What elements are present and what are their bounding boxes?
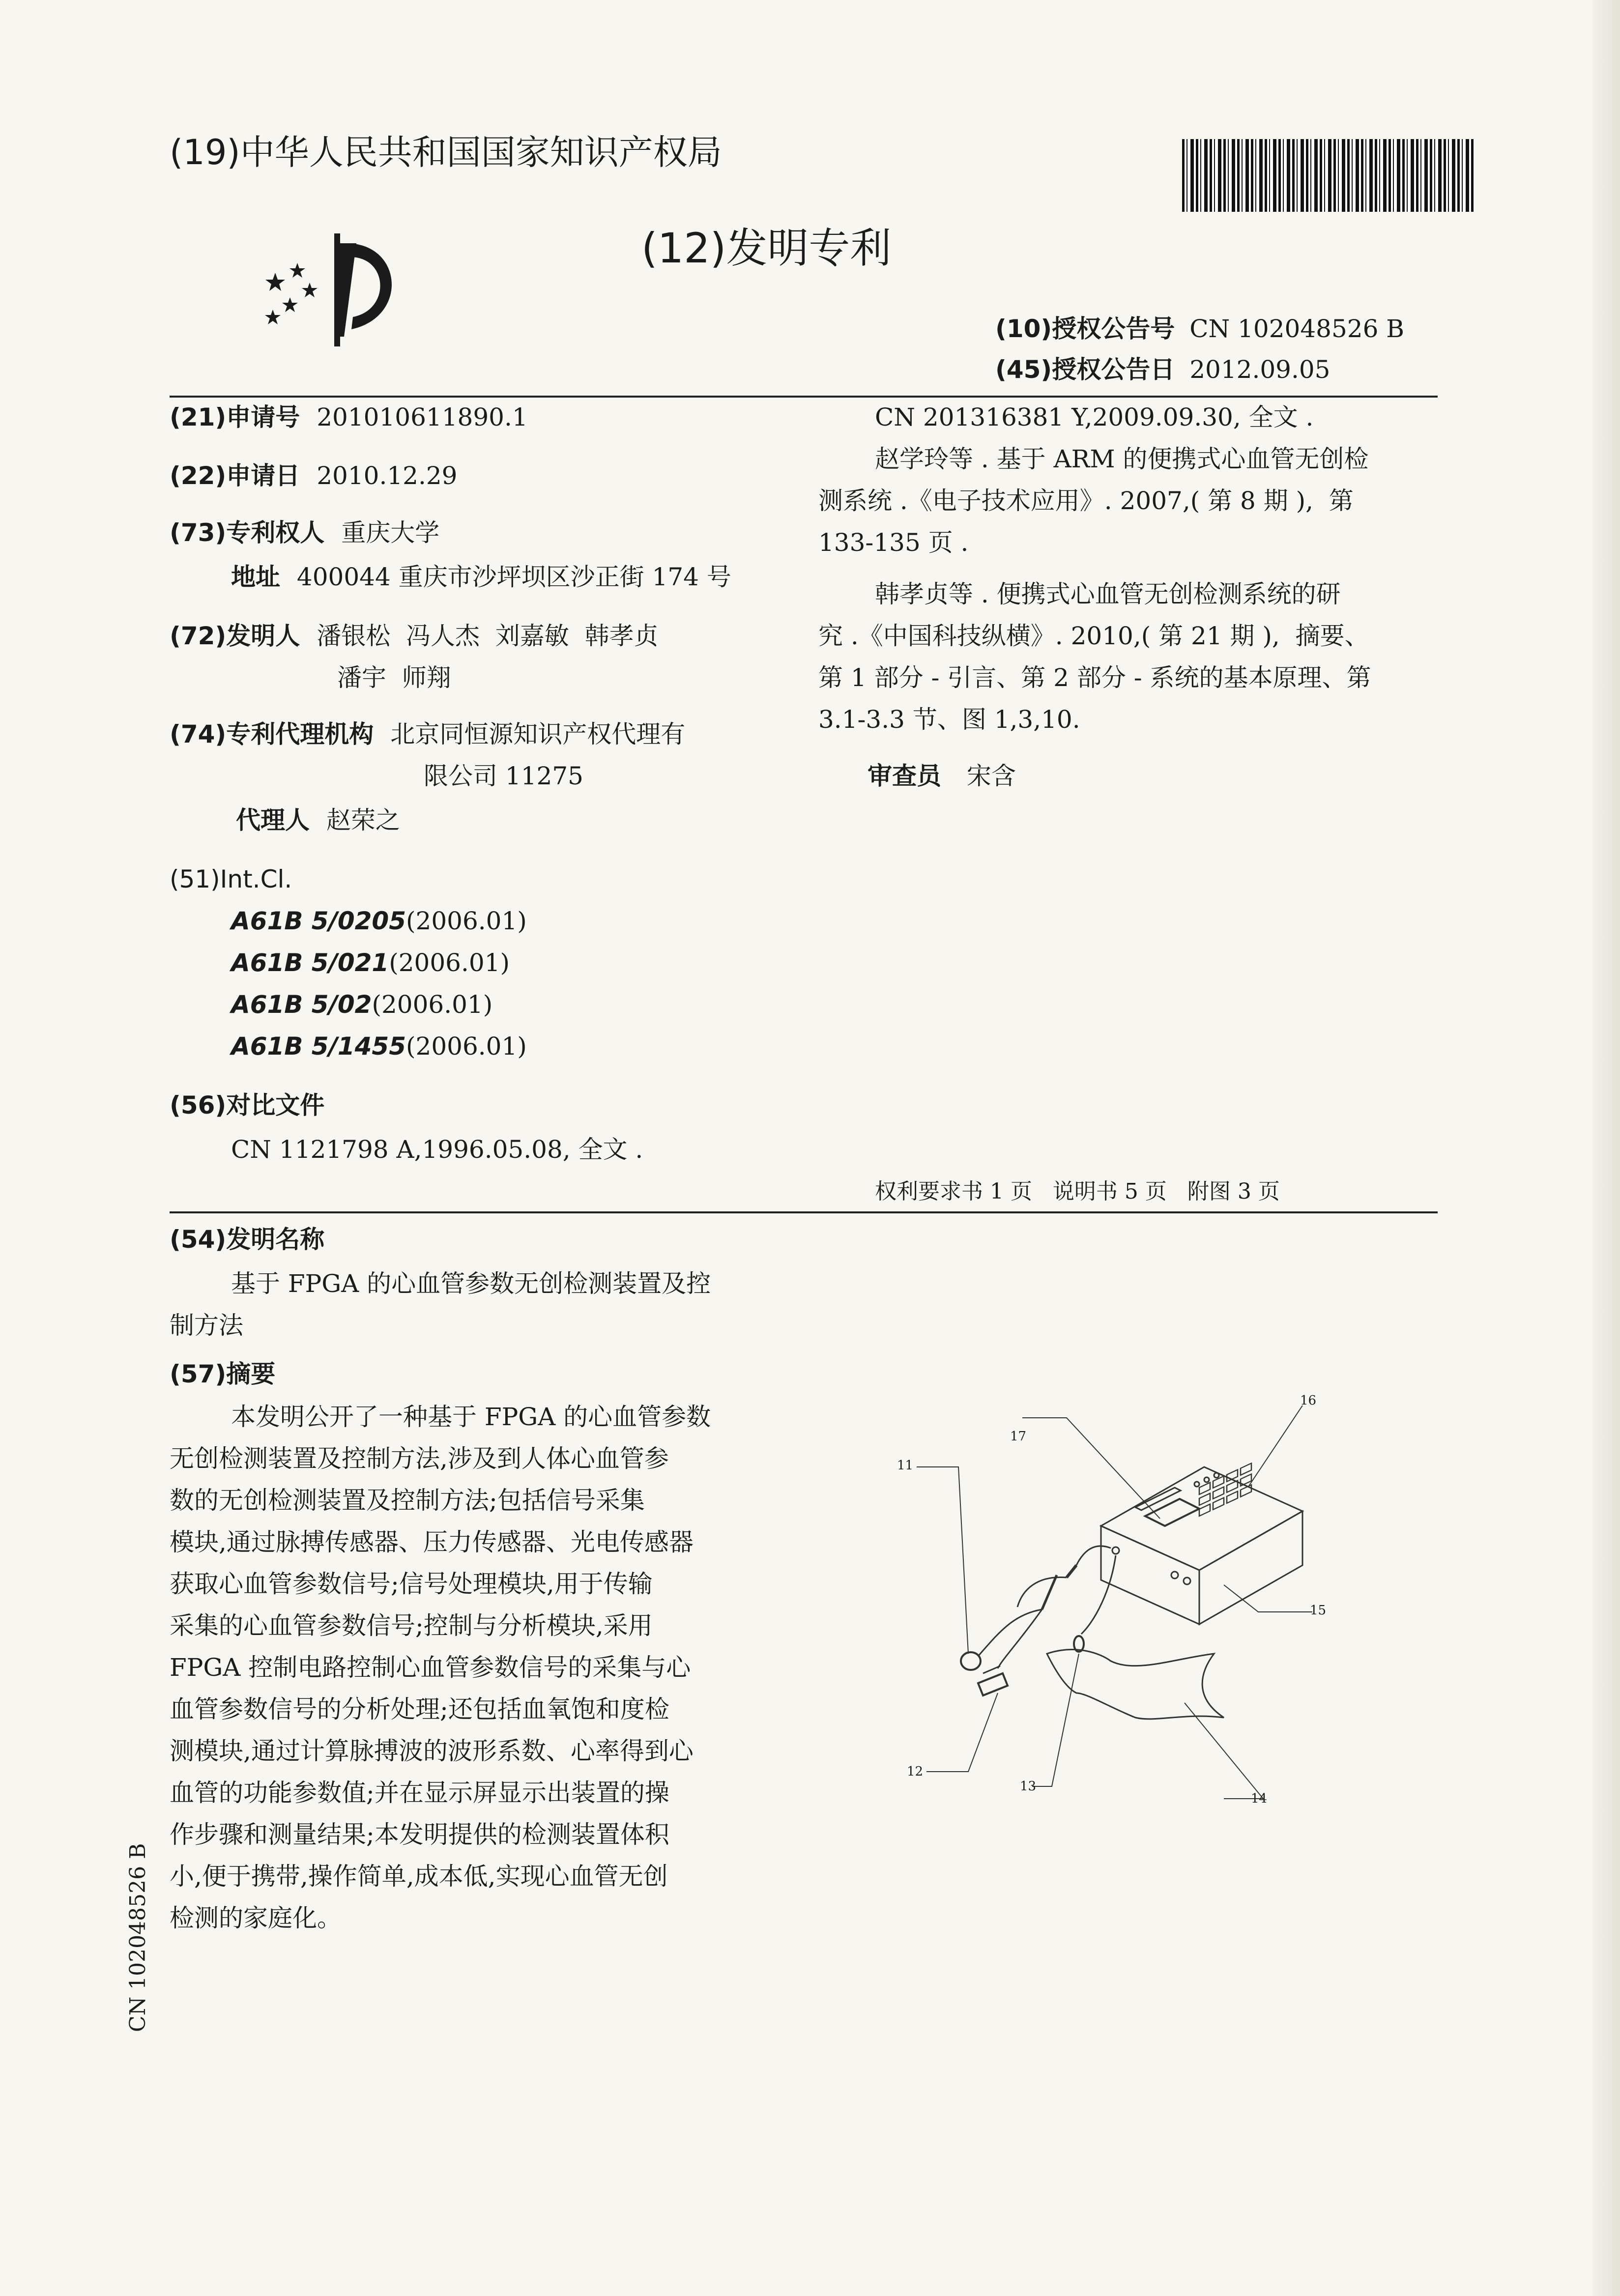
section-rule — [170, 1211, 1438, 1213]
intcl-code: A61B 5/021 — [231, 948, 389, 977]
reference-4-line: 韩孝贞等 . 便携式心血管无创检测系统的研 — [875, 580, 1341, 608]
publication-number-label: (10)授权公告号 — [995, 315, 1175, 343]
intcl-version: (2006.01) — [406, 1032, 527, 1061]
publication-date-row — [995, 348, 1330, 392]
intcl-code: A61B 5/1455 — [231, 1032, 406, 1061]
intcl-code: A61B 5/0205 — [231, 907, 406, 935]
agency-row — [170, 713, 685, 756]
publication-date: 2012.09.05 — [1189, 355, 1331, 384]
inventors-label: (72)发明人 — [170, 622, 300, 650]
office-name: (19)中华人民共和国国家知识产权局 — [170, 132, 722, 172]
document-type: (12)发明专利 — [641, 224, 892, 272]
abstract-figure — [880, 1378, 1371, 1821]
reference-3-line: 赵学玲等 . 基于 ARM 的便携式心血管无创检 — [875, 445, 1369, 473]
examiner-label: 审查员 — [868, 762, 941, 790]
inventors-line-1: 潘银松 冯人杰 刘嘉敏 韩孝贞 — [317, 622, 659, 650]
application-number: 201010611890.1 — [317, 403, 528, 431]
reference-4-line: 究 .《中国科技纵横》. 2010,( 第 21 期 ), 摘要、 — [818, 622, 1369, 650]
abstract-line: 本发明公开了一种基于 FPGA 的心血管参数 — [231, 1403, 711, 1431]
address-label: 地址 — [231, 563, 280, 591]
filing-date: 2010.12.29 — [317, 461, 458, 490]
invention-title-line: 制方法 — [170, 1311, 243, 1340]
invention-title-label: (54)发明名称 — [170, 1225, 325, 1254]
abstract-line: 数的无创检测装置及控制方法;包括信号采集 — [170, 1486, 645, 1515]
reference-3-line: 133-135 页 . — [818, 528, 969, 557]
figure-label-16: 16 — [1300, 1393, 1317, 1408]
intcl-version: (2006.01) — [372, 990, 493, 1019]
abstract-line: 作步骤和测量结果;本发明提供的检测装置体积 — [170, 1820, 669, 1849]
abstract-line: 血管的功能参数值;并在显示屏显示出装置的操 — [170, 1779, 669, 1807]
side-publication-number: CN 102048526 B — [125, 1843, 150, 2032]
barcode — [1182, 139, 1475, 212]
intcl-version: (2006.01) — [389, 948, 510, 977]
reference-4-line: 3.1-3.3 节、图 1,3,10. — [818, 705, 1080, 734]
abstract-line: 模块,通过脉搏传感器、压力传感器、光电传感器 — [170, 1528, 694, 1556]
inventors-line-2: 潘宇 师翔 — [337, 663, 451, 692]
agency-line-2: 限公司 11275 — [424, 762, 583, 790]
abstract-line: 无创检测装置及控制方法,涉及到人体心血管参 — [170, 1444, 669, 1473]
figure-label-14: 14 — [1251, 1791, 1268, 1806]
inventors-row — [170, 614, 659, 658]
invention-title-line: 基于 FPGA 的心血管参数无创检测装置及控 — [231, 1269, 711, 1298]
abstract-line: 检测的家庭化。 — [170, 1904, 342, 1932]
filing-date-label: (22)申请日 — [170, 461, 300, 490]
abstract-line: 采集的心血管参数信号;控制与分析模块,采用 — [170, 1611, 653, 1640]
abstract-line: 血管参数信号的分析处理;还包括血氧饱和度检 — [170, 1695, 669, 1723]
figure-label-12: 12 — [907, 1764, 924, 1779]
examiner-row — [868, 754, 1016, 798]
intcl-code: A61B 5/02 — [231, 990, 372, 1019]
address: 400044 重庆市沙坪坝区沙正街 174 号 — [296, 563, 731, 591]
reference-3-line: 测系统 .《电子技术应用》. 2007,( 第 8 期 ), 第 — [818, 487, 1354, 515]
publication-date-label: (45)授权公告日 — [995, 355, 1175, 384]
examiner: 宋含 — [966, 762, 1016, 790]
application-number-label: (21)申请号 — [170, 403, 300, 431]
patentee-row — [170, 511, 439, 555]
abstract-line: 小,便于携带,操作简单,成本低,实现心血管无创 — [170, 1862, 668, 1891]
application-number-row — [170, 396, 528, 439]
page-edge-right — [1592, 0, 1620, 2296]
intcl-item — [231, 899, 527, 943]
reference-4-line: 第 1 部分 - 引言、第 2 部分 - 系统的基本原理、第 — [818, 663, 1371, 692]
abstract-body — [170, 1396, 799, 1939]
reference-2: CN 201316381 Y,2009.09.30, 全文 . — [875, 403, 1314, 431]
intcl-item — [231, 983, 492, 1027]
address-row — [231, 555, 731, 599]
publication-number: CN 102048526 B — [1189, 315, 1405, 343]
figure-label-15: 15 — [1310, 1603, 1327, 1618]
intcl-label: (51)Int.Cl. — [170, 865, 292, 893]
figure-label-11: 11 — [897, 1458, 914, 1473]
agent-label: 代理人 — [236, 806, 310, 834]
agency-label: (74)专利代理机构 — [170, 720, 374, 748]
abstract-line: 获取心血管参数信号;信号处理模块,用于传输 — [170, 1570, 653, 1598]
references-label: (56)对比文件 — [170, 1091, 325, 1119]
intcl-version: (2006.01) — [406, 907, 527, 935]
patentee: 重庆大学 — [341, 518, 440, 547]
agent-row — [236, 799, 400, 842]
publication-number-row — [995, 307, 1404, 351]
abstract-label: (57)摘要 — [170, 1360, 276, 1388]
abstract-line: 测模块,通过计算脉搏波的波形系数、心率得到心 — [170, 1737, 694, 1765]
figure-label-13: 13 — [1020, 1779, 1037, 1794]
agent: 赵荣之 — [326, 806, 400, 834]
reference-1: CN 1121798 A,1996.05.08, 全文 . — [231, 1135, 643, 1164]
filing-date-row — [170, 454, 457, 498]
intcl-item — [231, 941, 510, 985]
abstract-line: FPGA 控制电路控制心血管参数信号的采集与心 — [170, 1653, 691, 1682]
agency-line-1: 北京同恒源知识产权代理有 — [390, 720, 686, 748]
patentee-label: (73)专利权人 — [170, 518, 325, 547]
intcl-item — [231, 1025, 527, 1068]
page-counts: 权利要求书 1 页 说明书 5 页 附图 3 页 — [875, 1179, 1280, 1204]
figure-label-17: 17 — [1010, 1429, 1027, 1444]
cnipa-logo — [256, 224, 418, 351]
